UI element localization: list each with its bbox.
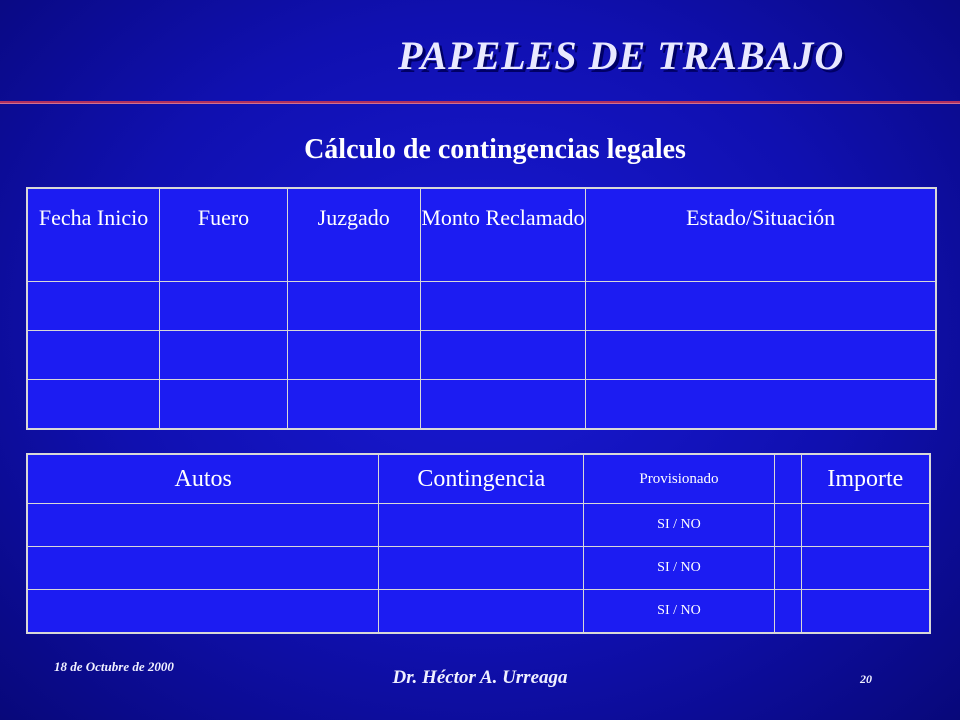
table-cell — [801, 590, 930, 634]
provisionado-cell: SI / NO — [584, 547, 775, 590]
table-cell — [287, 281, 420, 330]
table-cell — [27, 590, 379, 634]
table-cell — [774, 547, 801, 590]
provisionado-cell: SI / NO — [584, 504, 775, 547]
header-fuero: Fuero — [160, 188, 288, 281]
header-blank — [774, 454, 801, 504]
header-estado-situacion: Estado/Situación — [586, 188, 936, 281]
title-divider — [0, 101, 960, 104]
provisionado-cell: SI / NO — [584, 590, 775, 634]
table-header-row — [27, 454, 930, 504]
table-cell — [420, 281, 586, 330]
header-importe: Importe — [801, 454, 930, 504]
table-cell — [27, 281, 160, 330]
header-fecha-inicio: Fecha Inicio — [27, 188, 160, 281]
autos-table — [26, 453, 931, 634]
table-cell — [420, 379, 586, 429]
footer-date: 18 de Octubre de 2000 — [54, 659, 174, 674]
table-cell — [586, 379, 936, 429]
table-row — [27, 547, 930, 590]
table-cell — [420, 330, 586, 379]
table-cell — [586, 330, 936, 379]
table-cell — [27, 504, 379, 547]
table-row — [27, 281, 936, 330]
table-cell — [586, 281, 936, 330]
header-autos: Autos — [27, 454, 379, 504]
table-row — [27, 330, 936, 379]
contingencias-table — [26, 187, 937, 430]
table-cell — [379, 504, 584, 547]
table-cell — [379, 547, 584, 590]
slide-title: PAPELES DE TRABAJO — [398, 33, 845, 78]
table-row — [27, 590, 930, 634]
table-header-row — [27, 188, 936, 281]
table-cell — [160, 330, 288, 379]
table-cell — [774, 504, 801, 547]
table-cell — [160, 379, 288, 429]
table-cell — [27, 379, 160, 429]
table-row — [27, 379, 936, 429]
slide-subtitle: Cálculo de contingencias legales — [304, 134, 686, 165]
table-cell — [287, 330, 420, 379]
table-cell — [801, 504, 930, 547]
table-cell — [287, 379, 420, 429]
table-cell — [774, 590, 801, 634]
page-number: 20 — [860, 672, 872, 686]
table-cell — [27, 330, 160, 379]
header-provisionado: Provisionado — [584, 454, 775, 504]
table-cell — [27, 547, 379, 590]
table-cell — [801, 547, 930, 590]
header-juzgado: Juzgado — [287, 188, 420, 281]
table-cell — [379, 590, 584, 634]
header-monto-reclamado: Monto Reclamado — [420, 188, 586, 281]
table-cell — [160, 281, 288, 330]
table-row — [27, 504, 930, 547]
header-contingencia: Contingencia — [379, 454, 584, 504]
footer-author: Dr. Héctor A. Urreaga — [392, 667, 568, 688]
